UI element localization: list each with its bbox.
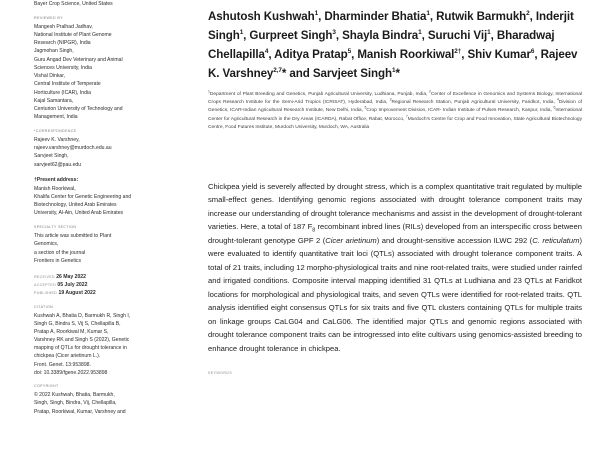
specialty-line: Frontiers in Genetics — [34, 257, 81, 264]
reviewer-line: Kajal Samantara, — [34, 97, 74, 104]
present-address-line: Manish Roorkiwal, — [34, 185, 76, 192]
reviewer-line: Jagmohan Singh, — [34, 48, 74, 55]
date-received-label: RECEIVED — [34, 274, 55, 279]
copyright-block — [34, 384, 200, 416]
reviewed-by-list — [34, 23, 200, 122]
copyright-heading: COPYRIGHT — [34, 384, 59, 389]
editor-affiliation: Bayer Crop Science, United States — [34, 1, 113, 7]
corresponding-author-email[interactable]: sarvjeet62@pau.edu — [34, 161, 82, 168]
date-published — [34, 289, 200, 297]
reviewer-line: Horticulture (ICAR), India — [34, 89, 91, 96]
reviewer-line: Vishal Dinkar, — [34, 73, 66, 80]
affiliation-list: $^1$Department of Plant Breeding and Genetics, Punjab Agricultural University, Ludhiana, Punjab, India, $^2$Center of Excellence in Genomics and Systems Biology, International Crops Research Institute for the Semi-Arid Tropics (ICRISAT), Hyderabad, India, $^3$Regional Research Station, Punjab Agricultural University, Faridkot, India, $^4$Division of Genetics, ICAR-Indian Agricultural Research Institute, New Delhi, India, $^5$Crop Improvement Division, ICAR- Indian Institute of Pulses Research, Kanpur, India, $^6$International Center for Agricultural Research in the Dry Areas (ICARDA), Rabat Office, Rabat, Morocco, $^7$Murdoch's Centre for Crop and Food Innovation, State Agricultural Biotechnology Centre, Food Futures Institute, Murdoch University, Murdoch, WA, Australia — [208, 88, 583, 131]
date-received-value: 26 May 2022 — [56, 273, 86, 280]
abstract-text: Chickpea yield is severely affected by drought stress, which is a complex quantitative trait regulated by multiple small-effect genes. Identifying genomic regions associated with drought tolerance component traits may increase our understanding of drought tolerance mechanisms and assist in the development of drought-tolerant varieties. Here, a total of 187 $F_8$ recombinant inbred lines (RILs) developed from an interspecific cross between drought-tolerant genotype GPF 2 (Cicer arietinum) and drought-sensitive accession ILWC 292 (C. reticulatum) were evaluated to identify quantitative trait loci (QTLs) associated with drought tolerance component traits. A total of 21 traits, including 12 morpho-physiological traits and nine root-related traits, were studied under rainfed and irrigated conditions. Composite interval mapping identified 31 QTLs at Ludhiana and 23 QTLs at Faridkot locations for morphological and physiological traits, and seven QTLs were identified for root-related traits. QTL analysis identified eight consensus QTLs for six traits and five QTL clusters containing QTLs for multiple traits on linkage groups CaLG04 and CaLG06. The identified major QTLs and genomic regions associated with drought tolerance component traits can be introgressed into elite cultivars using genomics-assisted breeding to enhance drought tolerance in chickpea. — [208, 181, 582, 353]
present-address-line: Biotechnology, United Arab Emirates — [34, 202, 117, 209]
date-accepted-label: ACCEPTED — [34, 282, 56, 287]
specialty-section-heading: SPECIALTY SECTION — [34, 225, 77, 230]
reviewed-by-heading: REVIEWED BY — [34, 15, 63, 20]
citation-line: Varshney RK and Singh S (2022), Genetic — [34, 337, 130, 344]
citation-block — [34, 305, 200, 377]
article-main-column — [200, 0, 600, 450]
reviewer-line: Central Institute of Temperate — [34, 81, 101, 88]
date-accepted — [34, 281, 200, 289]
reviewer-line: Management, India — [34, 114, 78, 121]
date-received — [34, 273, 200, 281]
specialty-line: Genomics, — [34, 241, 59, 248]
citation-line: Singh G, Bindra S, Vij S, Chellapilla B, — [34, 320, 121, 327]
date-published-value: 19 August 2022 — [58, 290, 96, 297]
copyright-line: Pratap, Roorkiwal, Kumar, Varshney and — [34, 408, 126, 415]
correspondence-block — [34, 129, 200, 169]
publication-dates-block — [34, 273, 200, 298]
edited-by-block — [34, 0, 200, 8]
correspondence-heading: *CORRESPONDENCE — [34, 129, 77, 134]
citation-line: Kushwah A, Bhatia D, Barmukh R, Singh I, — [34, 312, 131, 319]
date-accepted-value: 05 July 2022 — [57, 281, 88, 288]
reviewer-line: Guru Angad Dev Veterinary and Animal — [34, 56, 123, 63]
copyright-line: © 2022 Kushwah, Bhatia, Barmukh, — [34, 392, 115, 399]
corresponding-author-name: Rajeev K. Varshney, — [34, 136, 80, 143]
citation-doi[interactable]: doi: 10.3389/fgene.2022.953898 — [34, 369, 108, 376]
specialty-line: This article was submitted to Plant — [34, 233, 112, 240]
citation-line: chickpea (Cicer arietinum L.). — [34, 353, 101, 360]
reviewer-line: Sciences University, India — [34, 64, 92, 71]
reviewed-by-block — [34, 16, 200, 122]
author-list: Ashutosh Kushwah$^1$, Dharminder Bhatia$^1$, Rutwik Barmukh$^2$, Inderjit Singh$^1$, Gurpreet Singh$^3$, Shayla Bindra$^1$, Suruchi Vij$^1$, Bharadwaj Chellapilla$^4$, Aditya Pratap$^5$, Manish Roorkiwal$^{2\dagger}$, Shiv Kumar$^6$, Rajeev K. Varshney$^{2,7}$* and Sarvjeet Singh$^1$* — [208, 10, 578, 80]
present-address-line: University, Al-Ain, United Arab Emirates — [34, 210, 124, 217]
citation-line: mapping of QTLs for drought tolerance in — [34, 345, 127, 352]
present-address-line: Khalifa Center for Genetic Engineering and — [34, 193, 132, 200]
keywords-heading: KEYWORDS — [208, 371, 233, 376]
copyright-line: Singh, Singh, Bindra, Vij, Chellapilla, — [34, 400, 117, 407]
reviewer-line: Centurion University of Technology and — [34, 106, 123, 113]
corresponding-author-name: Sarvjeet Singh, — [34, 153, 69, 160]
reviewer-line: Mangesh Pralhad Jadhav, — [34, 23, 93, 30]
citation-line: Pratap A, Roorkiwal M, Kumar S, — [34, 328, 109, 335]
reviewer-line: National Institute of Plant Genome — [34, 31, 112, 38]
citation-journal-ref: Front. Genet. 13:953898. — [34, 361, 91, 368]
date-published-label: PUBLISHED — [34, 291, 58, 296]
article-metadata-sidebar — [0, 0, 200, 450]
present-address-title: †Present address: — [34, 177, 79, 184]
citation-heading: CITATION — [34, 304, 54, 309]
present-address-block — [34, 176, 200, 217]
reviewer-line: Research (NIPGR), India — [34, 40, 91, 47]
specialty-section-block — [34, 225, 200, 265]
corresponding-author-email[interactable]: rajeev.varshney@murdoch.edu.au — [34, 145, 112, 152]
specialty-line: a section of the journal — [34, 249, 86, 256]
